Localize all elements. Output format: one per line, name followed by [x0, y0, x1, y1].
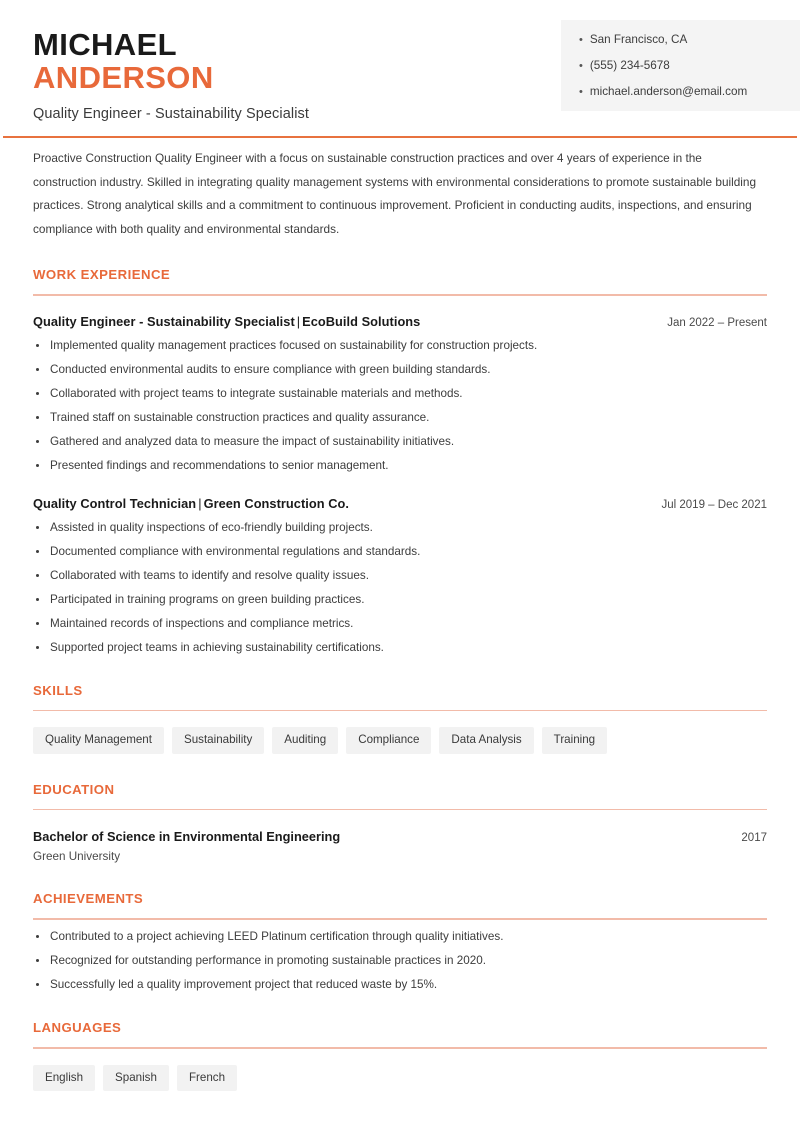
language-chip: French — [177, 1065, 237, 1091]
experience-title-line — [33, 496, 349, 511]
contact-location-value: San Francisco, CA — [589, 33, 688, 46]
email-icon: • — [579, 86, 583, 99]
skill-chip: Auditing — [272, 727, 338, 753]
list-item: Conducted environmental audits to ensure compliance with green building standards. — [33, 362, 767, 378]
language-chip: Spanish — [103, 1065, 169, 1091]
title-separator: | — [296, 313, 301, 329]
professional-summary: Proactive Construction Quality Engineer with a focus on sustainable construction practices and over 4 years of experience in the construction industry. Skilled in integrating quality management systems with environmental considerations to promote sustainable building practices. Strong analytical skills and a commitment to continuous improvement. Proficient in conducting audits, inspections, and ensuring compliance with both quality and environmental standards. — [33, 151, 757, 236]
last-name: ANDERSON — [33, 60, 214, 96]
first-name: MICHAEL — [33, 27, 178, 62]
header-identity — [0, 20, 309, 122]
section-skills — [33, 683, 767, 754]
education-year: 2017 — [741, 832, 767, 845]
section-work-experience — [33, 267, 767, 655]
title-separator: | — [198, 496, 202, 512]
contact-email-value[interactable]: michael.anderson@email.com — [589, 85, 748, 99]
experience-title-line — [33, 314, 420, 329]
list-item: Documented compliance with environmental regulations and standards. — [33, 544, 767, 560]
experience-entry-header — [33, 496, 767, 511]
experience-entry — [33, 496, 767, 655]
skill-chip: Data Analysis — [439, 727, 533, 753]
location-icon: • — [579, 34, 583, 46]
section-title-skills: SKILLS — [33, 682, 83, 698]
experience-bullets — [33, 520, 767, 655]
skill-chip: Compliance — [346, 727, 431, 753]
education-school: Green University — [33, 850, 121, 864]
contact-item-location — [579, 33, 784, 47]
resume-body — [0, 147, 800, 1091]
skills-chip-list — [33, 727, 767, 753]
contact-info-box — [561, 20, 800, 111]
section-divider-work-experience — [33, 294, 767, 296]
languages-chip-list — [33, 1065, 767, 1091]
section-divider-achievements — [33, 918, 767, 920]
education-entry — [33, 829, 767, 863]
list-item: Maintained records of inspections and compliance metrics. — [33, 616, 767, 632]
education-degree: Bachelor of Science in Environmental Engineering — [33, 829, 341, 845]
experience-entry-header — [33, 314, 767, 329]
language-chip: English — [33, 1065, 95, 1091]
section-education — [33, 782, 767, 864]
list-item: Trained staff on sustainable construction practices and quality assurance. — [33, 410, 767, 426]
list-item: Contributed to a project achieving LEED Platinum certification through quality initiatives. — [33, 929, 767, 945]
experience-date: Jan 2022 – Present — [667, 316, 767, 329]
list-item: Assisted in quality inspections of eco-friendly building projects. — [33, 520, 767, 536]
experience-role: Quality Engineer - Sustainability Specialist — [33, 313, 295, 329]
section-achievements — [33, 891, 767, 992]
experience-entry — [33, 314, 767, 473]
section-languages — [33, 1020, 767, 1091]
experience-company: Green Construction Co. — [203, 496, 349, 512]
phone-icon: • — [579, 60, 583, 73]
resume-header — [0, 0, 800, 122]
list-item: Recognized for outstanding performance in promoting sustainable practices in 2020. — [33, 953, 767, 969]
contact-item-phone[interactable] — [579, 59, 784, 73]
experience-company: EcoBuild Solutions — [302, 313, 421, 329]
list-item: Presented findings and recommendations to senior management. — [33, 458, 767, 474]
skill-chip: Training — [542, 727, 607, 753]
section-title-achievements: ACHIEVEMENTS — [33, 891, 144, 907]
list-item: Collaborated with project teams to integrate sustainable materials and methods. — [33, 386, 767, 402]
header-divider — [3, 136, 797, 138]
skill-chip: Quality Management — [33, 727, 164, 753]
education-entry-header — [33, 829, 767, 844]
section-title-education: EDUCATION — [33, 781, 115, 797]
achievements-list — [33, 929, 767, 992]
contact-phone-value[interactable]: (555) 234-5678 — [589, 59, 670, 73]
experience-date: Jul 2019 – Dec 2021 — [661, 499, 767, 512]
section-title-languages: LANGUAGES — [33, 1020, 122, 1036]
section-divider-skills — [33, 710, 767, 712]
list-item: Gathered and analyzed data to measure the impact of sustainability initiatives. — [33, 434, 767, 450]
skill-chip: Sustainability — [172, 727, 264, 753]
section-divider-languages — [33, 1047, 767, 1049]
section-divider-education — [33, 809, 767, 811]
list-item: Collaborated with teams to identify and resolve quality issues. — [33, 568, 767, 584]
list-item: Successfully led a quality improvement project that reduced waste by 15%. — [33, 977, 767, 993]
section-title-work-experience: WORK EXPERIENCE — [33, 267, 171, 283]
experience-role: Quality Control Technician — [33, 496, 197, 512]
contact-item-email[interactable] — [579, 85, 784, 99]
list-item: Implemented quality management practices focused on sustainability for construction projects. — [33, 338, 767, 354]
list-item: Supported project teams in achieving sustainability certifications. — [33, 640, 767, 656]
list-item: Participated in training programs on green building practices. — [33, 592, 767, 608]
experience-bullets — [33, 338, 767, 473]
header-job-title: Quality Engineer - Sustainability Specialist — [33, 105, 310, 122]
